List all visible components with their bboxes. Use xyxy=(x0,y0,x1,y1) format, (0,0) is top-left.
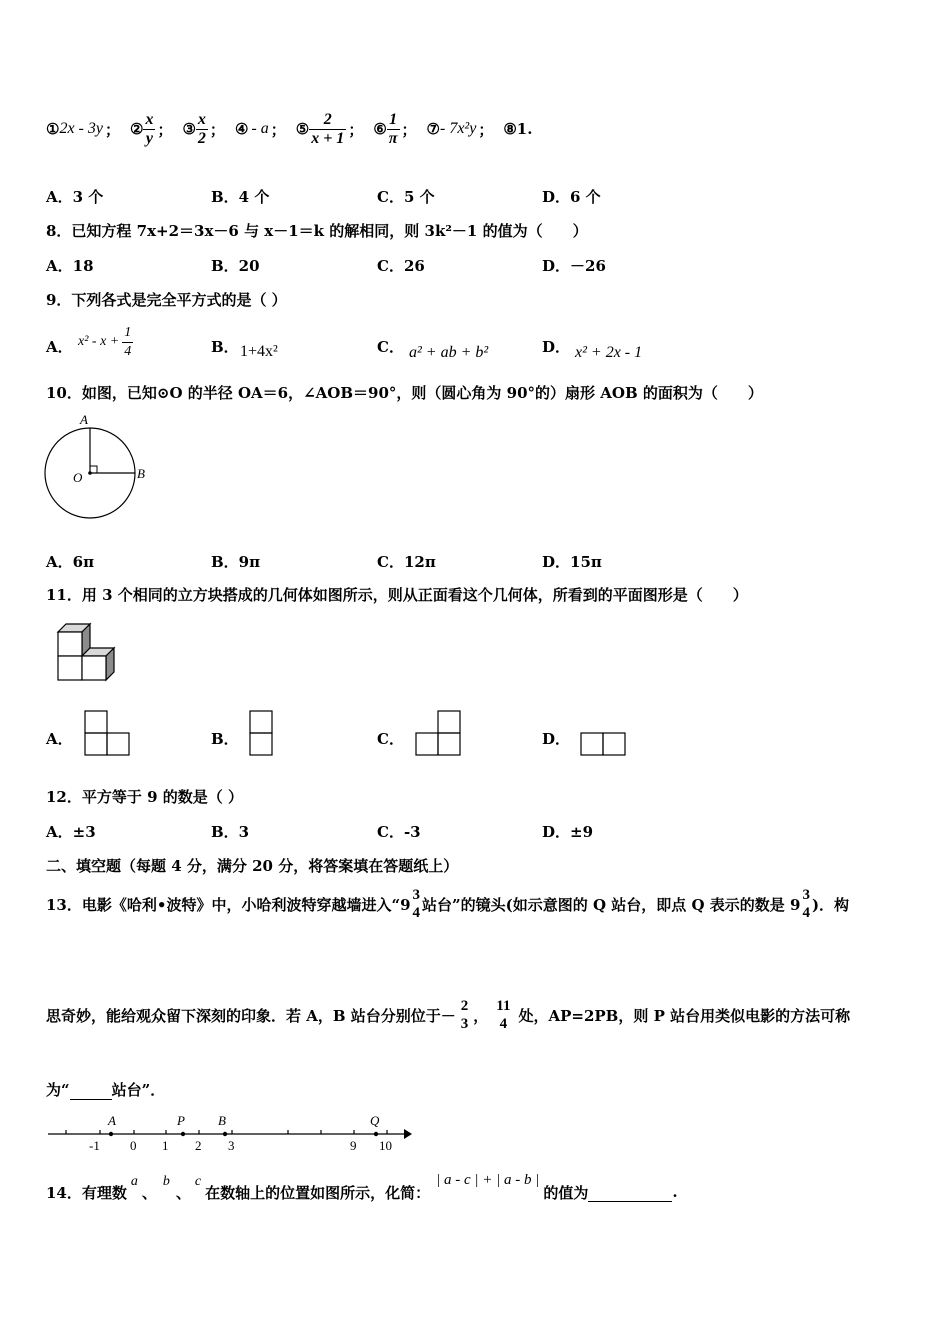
q10-stem: 10．如图，已知⊙O 的半径 OA＝6，∠AOB＝90°，则（圆心角为 90°的）扇形 AOB 的面积为（ ） xyxy=(46,384,763,402)
q13-line-3: 为“ 站台”． xyxy=(46,1081,166,1099)
q10-option-b: B．9π xyxy=(211,553,261,571)
tick-label: -1 xyxy=(89,1138,100,1153)
q7-items: ① 2x - 3y ； ② $\frac{x}{y}$ ； ③ $\frac{x}{2}$ ； ④ - a ； ⑤ $\frac{2}{x + 1}$ ； ⑥ $\frac{1}{\pi}$ ； ⑦ - 7x²y ； ⑧ 1. xyxy=(46,110,533,147)
q13-line-2: 思奇妙，能给观众留下深刻的印象．若 A，B 站台分别位于－ 2 3 ， 11 4 处，AP=2PB，则 P 站台用类似电影的方法可称 xyxy=(46,998,851,1032)
point-p xyxy=(181,1132,185,1136)
q8-option-b: B．20 xyxy=(211,257,260,275)
q10-label-a: A xyxy=(80,412,88,427)
q13-number-line xyxy=(46,1108,416,1156)
q7-expr-4: - a xyxy=(251,120,269,137)
q10-option-d: D．15π xyxy=(542,553,602,571)
point-b xyxy=(223,1132,227,1136)
q10-option-a: A．6π xyxy=(46,553,95,571)
q13-frac-2-3: 2 3 xyxy=(460,998,469,1032)
q11-stem: 11．用 3 个相同的立方块搭成的几何体如图所示，则从正面看这个几何体，所看到的平面图形是（ ） xyxy=(46,586,748,604)
q7-frac-3: $\frac{x}{2}$ xyxy=(197,110,206,147)
q7-sep: ； xyxy=(104,120,120,139)
q7-marker-4: ④ xyxy=(234,120,249,138)
q12-option-d: D．±9 xyxy=(542,823,594,841)
point-q xyxy=(374,1132,378,1136)
q11-option-b-figure xyxy=(249,710,275,756)
q9-expr-a: x² - x + $\frac{1}{4}$ xyxy=(78,324,132,359)
q10-circle-figure xyxy=(40,410,160,525)
q8-option-c: C．26 xyxy=(377,257,425,275)
q8-stem: 8．已知方程 7x+2＝3x－6 与 x－1＝k 的解相同，则 3k²－1 的值为（ ） xyxy=(46,222,588,240)
q9-stem: 9．下列各式是完全平方式的是（ ） xyxy=(46,291,287,309)
q7-marker-3: ③ xyxy=(182,120,196,138)
q11-label-a: A． xyxy=(46,730,73,748)
section-2-heading: 二、填空题（每题 4 分，满分 20 分，将答案填在答题纸上） xyxy=(46,857,459,875)
q8-option-d: D．－26 xyxy=(542,257,606,275)
q7-expr-7: - 7x²y xyxy=(439,120,477,137)
q7-expr-1: 2x - 3y xyxy=(59,120,103,137)
q9-expr-b: 1+4x² xyxy=(240,343,278,360)
q12-option-b: B．3 xyxy=(211,823,250,841)
q7-option-c: C．5 个 xyxy=(377,188,435,206)
tick-label: 1 xyxy=(162,1138,169,1153)
q13-frac-11-4: 11 4 xyxy=(496,998,511,1032)
q13-answer-blank[interactable] xyxy=(70,1081,112,1100)
q9-expr-c: a² + ab + b² xyxy=(409,344,489,361)
q12-option-c: C．-3 xyxy=(377,823,421,841)
q9-expr-d: x² + 2x - 1 xyxy=(575,344,643,361)
q14-answer-blank[interactable] xyxy=(588,1183,672,1202)
q12-stem: 12．平方等于 9 的数是（ ） xyxy=(46,788,243,806)
q7-marker-5: ⑤ xyxy=(295,120,310,138)
q9-label-b: B． xyxy=(211,338,239,356)
q10-option-c: C．12π xyxy=(377,553,436,571)
q7-marker-8: ⑧ xyxy=(503,120,517,138)
point-p-label: P xyxy=(177,1113,185,1128)
tick-label: 9 xyxy=(350,1138,357,1153)
q7-frac-2: $\frac{x}{y}$ xyxy=(145,110,154,147)
tick-label: 10 xyxy=(379,1138,392,1153)
q11-label-c: C． xyxy=(377,730,404,748)
q12-option-a: A．±3 xyxy=(46,823,96,841)
tick-label: 0 xyxy=(130,1138,137,1153)
q7-marker-1: ① xyxy=(46,120,60,138)
tick-label: 2 xyxy=(195,1138,202,1153)
q11-option-d-figure xyxy=(580,732,628,756)
q7-marker-2: ② xyxy=(130,120,144,138)
q10-label-b: B xyxy=(137,466,145,481)
q11-label-b: B． xyxy=(211,730,239,748)
q7-marker-7: ⑦ xyxy=(426,120,440,138)
q9-label-c: C． xyxy=(377,338,404,356)
q9-label-a: A． xyxy=(46,338,73,356)
q7-option-d: D．6 个 xyxy=(542,188,601,206)
q9-label-d: D． xyxy=(542,338,571,356)
q11-cube-figure xyxy=(56,622,120,684)
q10-center-dot xyxy=(88,471,92,475)
q11-option-c-figure xyxy=(415,710,463,756)
q14-line: 14．有理数 a 、 b 、 c 在数轴上的位置如图所示，化简： | a - c | + | a - b | 的值为 . xyxy=(46,1171,678,1202)
q11-label-d: D． xyxy=(542,730,571,748)
q7-marker-6: ⑥ xyxy=(373,120,387,138)
point-a-label: A xyxy=(108,1113,116,1128)
point-a xyxy=(109,1132,113,1136)
point-b-label: B xyxy=(218,1113,226,1128)
q13-frac-b: 3 4 xyxy=(802,887,810,921)
q8-option-a: A．18 xyxy=(46,257,94,275)
point-q-label: Q xyxy=(370,1113,380,1128)
q7-option-b: B．4 个 xyxy=(211,188,270,206)
q13-line-1: 13．电影《哈利•波特》中，小哈利波特穿越墙进入“9 3 4 站台”的镜头(如示意图的 Q 站台，即点 Q 表示的数是 9 3 4 )．构 xyxy=(46,887,850,921)
q7-expr-8: 1. xyxy=(516,120,533,138)
tick-label: 3 xyxy=(228,1138,235,1153)
axis-arrow xyxy=(404,1129,412,1139)
q13-frac-a: 3 4 xyxy=(412,887,421,921)
q7-frac-5: $\frac{2}{x + 1}$ xyxy=(311,110,345,147)
q7-frac-6: $\frac{1}{\pi}$ xyxy=(388,110,398,147)
q11-option-a-figure xyxy=(84,710,132,756)
q10-label-o: O xyxy=(73,470,83,485)
q7-option-a: A．3 个 xyxy=(46,188,104,206)
